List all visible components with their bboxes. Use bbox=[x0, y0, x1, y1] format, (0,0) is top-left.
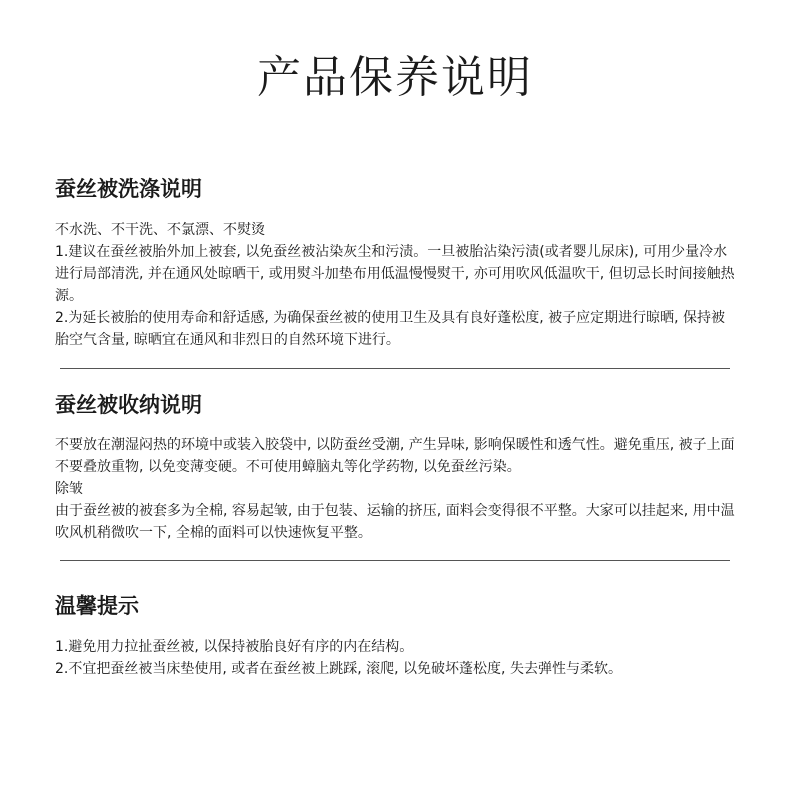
washing-instructions-heading: 蚕丝被洗涤说明 bbox=[55, 176, 202, 201]
tips-body bbox=[55, 636, 735, 680]
tips-heading: 温馨提示 bbox=[55, 593, 139, 618]
washing-instructions-paragraph: 不水洗、不干洗、不氯漂、不熨烫 bbox=[55, 222, 265, 238]
tips-paragraph: 1.避免用力拉扯蚕丝被, 以保持被胎良好有序的内在结构。 bbox=[55, 639, 414, 655]
storage-instructions-heading: 蚕丝被收纳说明 bbox=[55, 392, 202, 417]
tips-section bbox=[55, 592, 735, 680]
section-divider bbox=[60, 560, 730, 561]
washing-instructions-section bbox=[55, 175, 735, 351]
section-divider bbox=[60, 368, 730, 369]
washing-instructions-paragraph: 1.建议在蚕丝被胎外加上被套, 以免蚕丝被沾染灰尘和污渍。一旦被胎沾染污渍(或者婴儿尿床), 可用少量冷水进行局部清洗, 并在通风处晾晒干, 或用熨斗加垫布用低温慢慢熨干, 亦可用吹风低温吹干, 但切忌长时间接触热源。 bbox=[55, 244, 735, 304]
storage-instructions-paragraph: 由于蚕丝被的被套多为全棉, 容易起皱, 由于包装、运输的挤压, 面料会变得很不平整。大家可以挂起来, 用中温吹风机稍微吹一下, 全棉的面料可以快速恢复平整。 bbox=[55, 503, 735, 541]
storage-instructions-subheading: 除皱 bbox=[55, 481, 83, 497]
page-title: 产品保养说明 bbox=[257, 52, 533, 103]
storage-instructions-section bbox=[55, 391, 735, 544]
storage-instructions-paragraph: 不要放在潮湿闷热的环境中或装入胶袋中, 以防蚕丝受潮, 产生异味, 影响保暖性和透气性。避免重压, 被子上面不要叠放重物, 以免变薄变硬。不可使用蟑脑丸等化学药物, 以免蚕丝污染。 bbox=[55, 437, 735, 475]
tips-paragraph: 2.不宜把蚕丝被当床垫使用, 或者在蚕丝被上跳踩, 滚爬, 以免破坏蓬松度, 失去弹性与柔软。 bbox=[55, 661, 622, 677]
storage-instructions-body bbox=[55, 434, 735, 544]
washing-instructions-body bbox=[55, 219, 735, 351]
washing-instructions-paragraph: 2.为延长被胎的使用寿命和舒适感, 为确保蚕丝被的使用卫生及具有良好蓬松度, 被子应定期进行晾晒, 保持被胎空气含量, 晾晒宜在通风和非烈日的自然环境下进行。 bbox=[55, 310, 726, 348]
